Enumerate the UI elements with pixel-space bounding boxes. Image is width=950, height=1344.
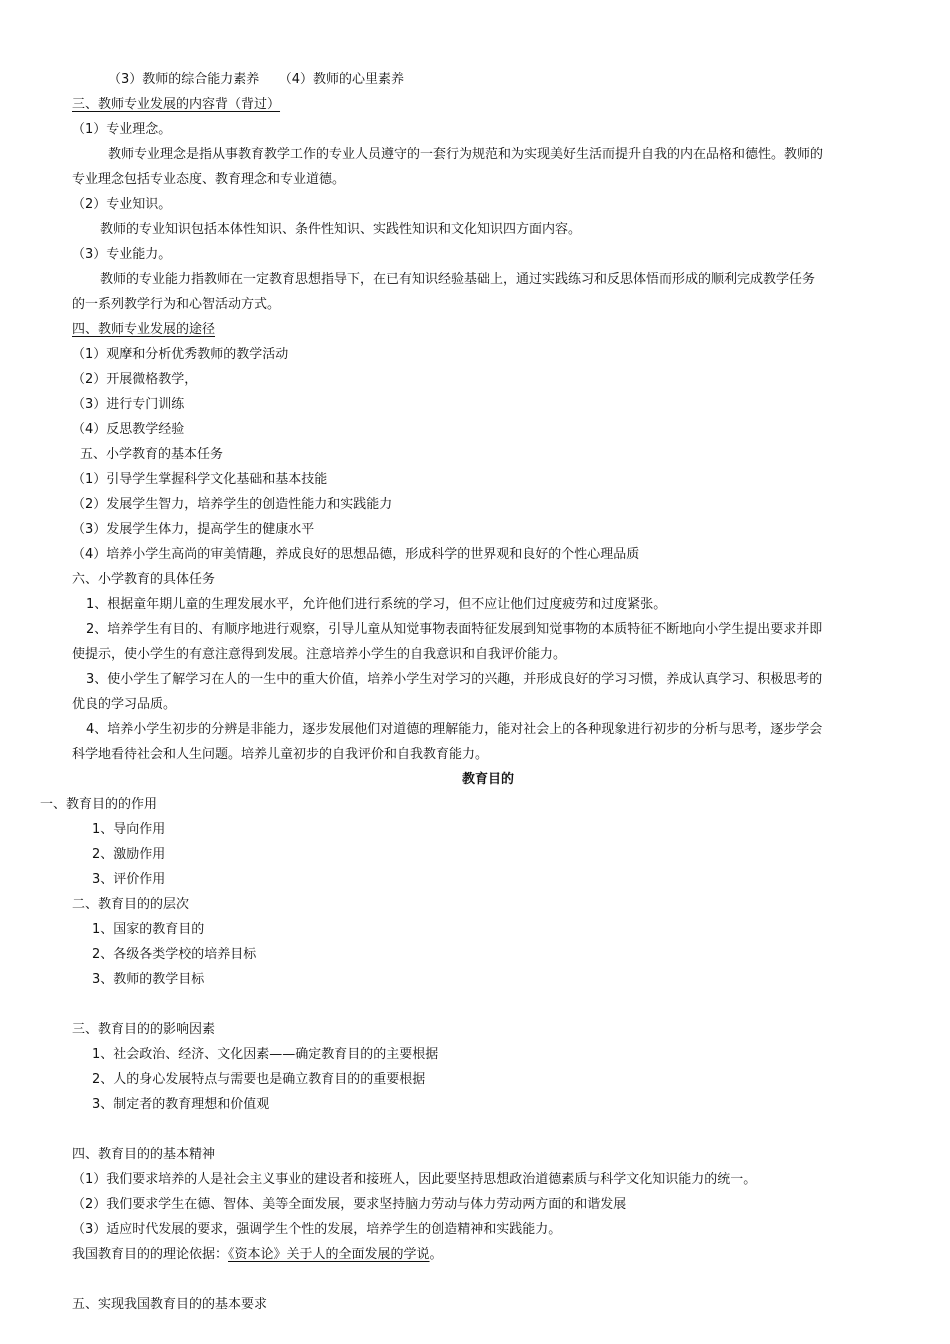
list-item: （4）培养小学生高尚的审美情趣，养成良好的思想品德，形成科学的世界观和良好的个性心理品质 bbox=[72, 547, 640, 562]
list-item: 4、培养小学生初步的分辨是非能力，逐步发展他们对道德的理解能力，能对社会上的各种现象进行初步的分析与思考，逐步学会 bbox=[86, 722, 823, 737]
list-item: （4）反思教学经验 bbox=[72, 422, 185, 437]
text-line: （3）教师的综合能力素养 （4）教师的心里素养 bbox=[108, 72, 405, 87]
section-heading: 二、教育目的的层次 bbox=[72, 897, 190, 912]
list-item: （2）我们要求学生在德、智体、美等全面发展，要求坚持脑力劳动与体力劳动两方面的和谐发展 bbox=[72, 1197, 627, 1212]
list-item: 1、导向作用 bbox=[92, 822, 166, 837]
list-item: （1）引导学生掌握科学文化基础和基本技能 bbox=[72, 472, 328, 487]
list-item: 3、使小学生了解学习在人的一生中的重大价值，培养小学生对学习的兴趣，并形成良好的学习习惯，养成认真学习、积极思考的 bbox=[86, 672, 823, 687]
list-item: 3、教师的教学目标 bbox=[92, 972, 205, 987]
theory-basis-value: 《资本论》关于人的全面发展的学说 bbox=[228, 1247, 430, 1262]
subheading: （3）专业能力。 bbox=[72, 247, 172, 262]
section-heading: 一、教育目的的作用 bbox=[40, 797, 158, 812]
list-item: （2）发展学生智力，培养学生的创造性能力和实践能力 bbox=[72, 497, 393, 512]
list-item: 2、人的身心发展特点与需要也是确立教育目的的重要根据 bbox=[92, 1072, 426, 1087]
list-item: （2）开展微格教学， bbox=[72, 372, 198, 387]
list-item: （3）适应时代发展的要求，强调学生个性的发展，培养学生的创造精神和实践能力。 bbox=[72, 1222, 562, 1237]
paragraph-line: 专业理念包括专业态度、教育理念和专业道德。 bbox=[72, 172, 346, 187]
paragraph-line: 的一系列教学行为和心智活动方式。 bbox=[72, 297, 281, 312]
list-item: （3）发展学生体力，提高学生的健康水平 bbox=[72, 522, 315, 537]
theory-basis-period: 。 bbox=[429, 1247, 443, 1262]
subheading: （2）专业知识。 bbox=[72, 197, 172, 212]
list-item: 3、制定者的教育理想和价值观 bbox=[92, 1097, 270, 1112]
paragraph-line: 教师的专业能力指教师在一定教育思想指导下，在已有知识经验基础上，通过实践练习和反思体悟而形成的顺利完成教学任务 bbox=[100, 272, 816, 287]
paragraph-line: 教师的专业知识包括本体性知识、条件性知识、实践性知识和文化知识四方面内容。 bbox=[100, 222, 582, 237]
section-heading: 五、实现我国教育目的的基本要求 bbox=[72, 1297, 268, 1312]
subheading: （1）专业理念。 bbox=[72, 122, 172, 137]
paragraph-line: 使提示，使小学生的有意注意得到发展。注意培养小学生的自我意识和自我评价能力。 bbox=[72, 647, 567, 662]
section-heading: 三、教育目的的影响因素 bbox=[72, 1022, 216, 1037]
list-item: 2、培养学生有目的、有顺序地进行观察，引导儿童从知觉事物表面特征发展到知觉事物的本质特征不断地向小学生提出要求并即 bbox=[86, 622, 823, 637]
section-heading: 四、教育目的的基本精神 bbox=[72, 1147, 216, 1162]
theory-basis-label: 我国教育目的的理论依据： bbox=[72, 1247, 229, 1262]
paragraph-line: 科学地看待社会和人生问题。培养儿童初步的自我评价和自我教育能力。 bbox=[72, 747, 489, 762]
list-item: 1、国家的教育目的 bbox=[92, 922, 205, 937]
theory-basis-line bbox=[72, 1246, 443, 1264]
list-item: 3、评价作用 bbox=[92, 872, 166, 887]
section-heading: 三、教师专业发展的内容背（背过） bbox=[72, 97, 281, 112]
chapter-title: 教育目的 bbox=[462, 772, 515, 787]
section-heading: 五、小学教育的基本任务 bbox=[80, 447, 224, 462]
list-item: 1、根据童年期儿童的生理发展水平，允许他们进行系统的学习，但不应让他们过度疲劳和过度紧张。 bbox=[86, 597, 667, 612]
list-item: 2、激励作用 bbox=[92, 847, 166, 862]
list-item: （1）观摩和分析优秀教师的教学活动 bbox=[72, 347, 289, 362]
list-item: 1、社会政治、经济、文化因素——确定教育目的的主要根据 bbox=[92, 1047, 439, 1062]
list-item: （3）进行专门训练 bbox=[72, 397, 185, 412]
section-heading: 四、教师专业发展的途径 bbox=[72, 322, 216, 337]
list-item: 2、各级各类学校的培养目标 bbox=[92, 947, 257, 962]
paragraph-line: 教师专业理念是指从事教育教学工作的专业人员遵守的一套行为规范和为实现美好生活而提升自我的内在品格和德性。教师的 bbox=[108, 147, 824, 162]
paragraph-line: 优良的学习品质。 bbox=[72, 697, 177, 712]
list-item: （1）我们要求培养的人是社会主义事业的建设者和接班人，因此要坚持思想政治道德素质与科学文化知识能力的统一。 bbox=[72, 1172, 757, 1187]
section-heading: 六、小学教育的具体任务 bbox=[72, 572, 216, 587]
